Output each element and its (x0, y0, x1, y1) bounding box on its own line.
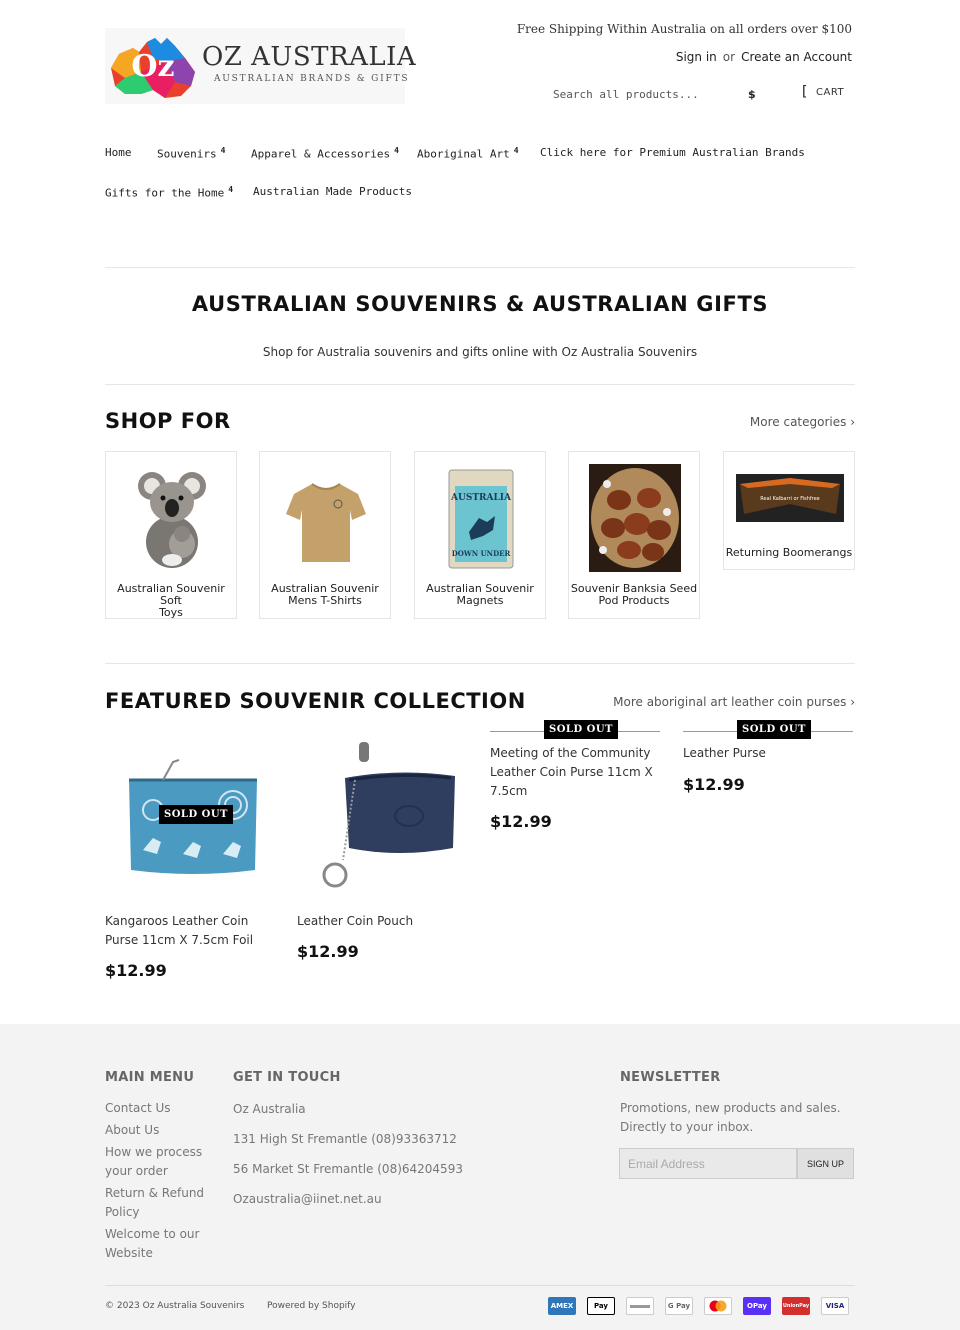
powered-by-link[interactable]: Powered by Shopify (267, 1301, 356, 1311)
cart-link[interactable]: CART (816, 87, 845, 98)
google-pay-icon: G Pay (665, 1297, 693, 1315)
more-coin-purses-link[interactable]: More aboriginal art leather coin purses › (613, 695, 855, 709)
category-card-boomerangs[interactable] (723, 451, 855, 570)
unionpay-icon: UnionPay (782, 1297, 810, 1315)
product-price: $12.99 (683, 775, 745, 794)
svg-text:Real Kalbarri or Fishfree: Real Kalbarri or Fishfree (760, 496, 820, 502)
category-label: Australian Souvenir Mens T-Shirts (271, 582, 379, 607)
search-input[interactable] (548, 83, 758, 105)
product-card[interactable] (105, 740, 275, 990)
shop-for-title: SHOP FOR (105, 409, 231, 433)
koala-toy-image (126, 464, 218, 572)
category-label: Australian Souvenir Soft Toys (117, 582, 225, 619)
main-menu-list (105, 1099, 215, 1263)
contact-email[interactable]: Ozaustralia@iinet.net.au (233, 1192, 382, 1206)
apple-pay-icon: Pay (587, 1297, 615, 1315)
copyright-text: © 2023 Oz Australia Souvenirs (105, 1301, 245, 1311)
product-title[interactable]: Kangaroos Leather Coin Purse 11cm X 7.5cm Foil (105, 914, 254, 947)
newsletter-text: Promotions, new products and sales. Directly to your inbox. (620, 1101, 841, 1134)
cart-icon[interactable]: [ (800, 84, 809, 100)
boomerang-image (736, 474, 844, 522)
mastercard-icon (704, 1297, 732, 1315)
dropdown-count-badge: 4 (394, 146, 399, 155)
category-label: Australian Souvenir Magnets (426, 582, 534, 607)
product-title[interactable]: Leather Purse (683, 746, 766, 760)
svg-text:Oz: Oz (131, 49, 175, 84)
dropdown-count-badge: 4 (513, 146, 519, 155)
category-card-magnets[interactable] (414, 451, 546, 619)
footer-link-about[interactable]: About Us (105, 1123, 160, 1137)
dropdown-count-badge: 4 (220, 146, 226, 155)
contact-address-2: 56 Market St Fremantle (08)64204593 (233, 1162, 463, 1176)
sign-in-link[interactable]: Sign in (675, 50, 717, 64)
product-card[interactable] (490, 720, 660, 840)
category-label: Returning Boomerangs (725, 546, 853, 559)
nav-gifts-home[interactable]: Gifts for the Home $^4$ (105, 185, 234, 200)
nav-aboriginal-art[interactable]: Aboriginal Art $^4$ (417, 146, 519, 161)
site-logo[interactable] (105, 28, 417, 104)
category-label: Souvenir Banksia Seed Pod Products (570, 582, 698, 607)
product-card[interactable] (683, 720, 853, 810)
newsletter-heading: NEWSLETTER (620, 1070, 721, 1085)
page-subtitle: Shop for Australia souvenirs and gifts online with Oz Australia Souvenirs (262, 345, 698, 359)
footer-link-welcome[interactable]: Welcome to our Website (105, 1227, 200, 1260)
contact-address-1: 131 High St Fremantle (08)93363712 (233, 1132, 457, 1146)
contact-company: Oz Australia (233, 1102, 306, 1116)
search-icon[interactable]: $ (748, 88, 756, 101)
nav-australian-made[interactable]: Australian Made Products (253, 185, 412, 198)
page-title: AUSTRALIAN SOUVENIRS & AUSTRALIAN GIFTS (191, 292, 769, 316)
dropdown-count-badge: 4 (228, 185, 234, 194)
leather-coin-pouch-image (315, 740, 455, 890)
contact-heading: GET IN TOUCH (233, 1070, 341, 1085)
footer-link-process[interactable]: How we process your order (105, 1145, 203, 1178)
footer-link-contact[interactable]: Contact Us (105, 1101, 171, 1115)
footer-link-refund[interactable]: Return & Refund Policy (105, 1186, 205, 1219)
nav-souvenirs[interactable]: Souvenirs $^4$ (157, 146, 226, 161)
more-categories-link[interactable]: More categories › (749, 415, 855, 429)
sold-out-badge: SOLD OUT (737, 720, 811, 739)
newsletter-signup-button[interactable]: SIGN UP (797, 1148, 854, 1179)
nav-premium-brands[interactable]: Click here for Premium Australian Brands (540, 146, 805, 159)
account-links (676, 50, 852, 64)
product-price: $12.99 (297, 942, 359, 961)
category-card-mens-tshirts[interactable] (259, 451, 391, 619)
divider (105, 384, 855, 385)
newsletter-email-field[interactable] (619, 1148, 797, 1179)
product-title[interactable]: Meeting of the Community Leather Coin Purse 11cm X 7.5cm (490, 746, 653, 798)
payment-icons (548, 1297, 849, 1315)
footer-divider (105, 1285, 855, 1286)
sold-out-badge: SOLD OUT (544, 720, 618, 739)
sold-out-badge: SOLD OUT (159, 805, 233, 824)
product-title[interactable]: Leather Coin Pouch (297, 914, 414, 928)
divider (105, 267, 855, 268)
product-price: $12.99 (490, 812, 552, 831)
shipping-notice: Free Shipping Within Australia on all orders over $100 (516, 22, 852, 36)
category-card-banksia[interactable] (568, 451, 700, 619)
card-icon (626, 1297, 654, 1315)
logo-subtitle: AUSTRALIAN BRANDS & GIFTS (214, 74, 410, 84)
main-menu-heading: MAIN MENU (105, 1070, 195, 1085)
category-card-soft-toys[interactable] (105, 451, 237, 619)
svg-text:AUSTRALIA: AUSTRALIA (450, 493, 512, 503)
banksia-pods-image (580, 464, 690, 572)
australia-map-icon (105, 28, 205, 104)
tshirt-image (280, 464, 372, 572)
featured-title: FEATURED SOUVENIR COLLECTION (105, 689, 526, 713)
svg-text:DOWN UNDER: DOWN UNDER (451, 549, 511, 558)
logo-title: OZ AUSTRALIA (202, 42, 417, 72)
nav-home[interactable]: Home (105, 146, 132, 159)
create-account-link[interactable]: Create an Account (741, 50, 852, 64)
visa-icon: VISA (821, 1297, 849, 1315)
nav-apparel[interactable]: Apparel & Accessories $^4$ (251, 146, 399, 161)
product-card[interactable] (297, 740, 467, 970)
or-text: or (722, 50, 736, 64)
product-price: $12.99 (105, 961, 167, 980)
amex-icon: AMEX (548, 1297, 576, 1315)
magnet-image (435, 464, 527, 572)
shop-pay-icon: OPay (743, 1297, 771, 1315)
divider (105, 663, 855, 664)
